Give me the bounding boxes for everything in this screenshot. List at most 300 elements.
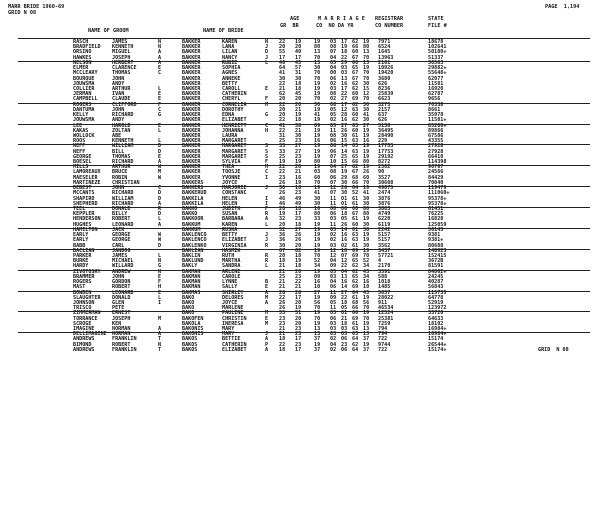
marriage-county: 19 <box>314 143 321 150</box>
bride-surname: BAKKER <box>182 65 201 72</box>
groom-age: 20 <box>279 96 286 103</box>
bride-middle: L <box>265 263 269 270</box>
marriage-county: 70 <box>314 305 321 312</box>
marriage-county: 19 <box>314 232 321 239</box>
registrar-county: 12 <box>363 91 370 98</box>
marriage-year: 61 <box>352 200 359 207</box>
groom-age: 20 <box>279 112 286 119</box>
bride-middle: L <box>265 221 269 228</box>
marriage-month: 07 <box>330 190 337 197</box>
marriage-year: 61 <box>352 132 359 139</box>
groom-middle: E <box>158 96 162 103</box>
marriage-day: 13 <box>341 75 348 82</box>
state-file-number: 84862+ <box>428 268 447 275</box>
marriage-year: 63 <box>352 106 359 113</box>
marriage-day: 14 <box>341 143 348 150</box>
bride-first: YVONNE <box>222 174 241 181</box>
bride-first: CATHERIN <box>222 91 247 98</box>
group-rule <box>18 144 590 145</box>
bride-surname: BAKKUM <box>182 221 201 228</box>
state-file-number: 148923 <box>428 247 447 254</box>
bride-age: 21 <box>295 284 302 291</box>
marriage-day: 26 <box>341 221 348 228</box>
marriage-year: 61 <box>352 320 359 327</box>
marriage-month: 07 <box>330 49 337 56</box>
registrar-county: 19 <box>363 310 370 317</box>
marriage-month: 05 <box>330 310 337 317</box>
marriage-year: 63 <box>352 331 359 338</box>
registrar-number: 4 <box>378 258 382 265</box>
registrar-number: 25381 <box>378 315 394 322</box>
registrar-county: 13 <box>363 326 370 333</box>
bride-first: THEA <box>222 164 235 171</box>
bride-age: 20 <box>295 101 302 108</box>
groom-age: 21 <box>279 279 286 286</box>
bride-surname: BAKKER <box>182 132 201 139</box>
marriage-day: 12 <box>341 258 348 265</box>
groom-age: 30 <box>279 242 286 249</box>
registrar-number: 6119 <box>378 221 391 228</box>
state-file-number: 27928 <box>428 148 444 155</box>
groom-first: RICHARD <box>112 159 134 166</box>
groom-first: JOSEPH <box>112 315 131 322</box>
bride-first: SALLY <box>222 284 238 291</box>
bride-age: 19 <box>295 159 302 166</box>
registrar-number: 1645 <box>378 49 391 56</box>
state-file-number: 18678 <box>428 39 444 45</box>
marriage-month: 06 <box>330 315 337 322</box>
bride-middle: I <box>265 195 269 202</box>
marriage-county: 19 <box>314 341 321 348</box>
marriage-year: 66 <box>352 159 359 166</box>
bride-age: 45 <box>295 91 302 98</box>
groom-surname: ROGERS <box>73 279 92 286</box>
marriage-county: 19 <box>314 106 321 113</box>
groom-age: 22 <box>279 101 286 108</box>
groom-first: ROBERT <box>112 341 131 348</box>
bride-age: 49 <box>295 200 302 207</box>
bride-middle: S <box>265 153 269 160</box>
bride-first: MARGARET <box>222 143 247 150</box>
groom-age: 23 <box>279 315 286 322</box>
state-file-number: 119479 <box>428 185 447 192</box>
groom-middle: A <box>158 59 162 66</box>
registrar-number: 5157 <box>378 232 391 239</box>
bride-first: JOHANNA <box>222 127 244 134</box>
bride-age: 20 <box>295 320 302 327</box>
bride-first: JOYCE <box>222 179 238 186</box>
marriage-day: 06 <box>341 206 348 212</box>
bride-first: ELIZABET <box>222 117 247 124</box>
groom-surname: KELLY <box>73 112 89 119</box>
state-file-number: 152415 <box>428 252 447 259</box>
groom-age: 22 <box>279 341 286 348</box>
registrar-county: 70 <box>363 75 370 82</box>
marriage-county: 19 <box>314 310 321 317</box>
registrar-county: 19 <box>363 247 370 254</box>
bride-first: MARY <box>222 326 235 333</box>
groom-first: JOSEPH <box>112 54 131 61</box>
bride-age: 18 <box>295 117 302 124</box>
bride-middle: C <box>265 122 269 129</box>
col-age-header: AGE <box>290 16 300 22</box>
registrar-number: 28490 <box>378 132 394 139</box>
bride-surname: BAKKERS <box>182 185 204 192</box>
groom-surname: DANTUMA <box>73 106 95 113</box>
registrar-number: 3876 <box>378 195 391 202</box>
state-file-number: 11581+ <box>428 117 447 124</box>
groom-middle: L <box>158 294 162 301</box>
bride-middle: J <box>265 331 269 338</box>
state-file-number: 15174+ <box>428 346 447 353</box>
marriage-day: 01 <box>341 310 348 317</box>
registrar-county: 19 <box>363 216 370 223</box>
marriage-month: 03 <box>330 331 337 338</box>
marriage-year: 62 <box>352 39 359 45</box>
bride-age: 27 <box>295 148 302 155</box>
marriage-county: 30 <box>314 65 321 72</box>
registrar-number: 3883 <box>378 206 391 212</box>
marriage-year: 52 <box>352 190 359 197</box>
marriage-county: 41 <box>314 112 321 119</box>
group-rule <box>18 228 590 229</box>
bride-first: RUSKA <box>222 226 238 233</box>
registrar-number: 5157 <box>378 237 391 244</box>
groom-age: 21 <box>279 85 286 92</box>
registrar-county: 43 <box>363 268 370 275</box>
col-registrar-header: REGISTRAR <box>375 16 404 22</box>
bride-first: SOPHIA <box>222 65 241 72</box>
registrar-number: 1485 <box>378 284 391 291</box>
marriage-county: 19 <box>314 185 321 192</box>
groom-surname: DELLIMAGINE <box>73 331 107 338</box>
bride-first: NANCY <box>222 54 238 61</box>
bride-first: LANA <box>222 44 235 51</box>
groom-age: 64 <box>279 65 286 72</box>
bride-age: 30 <box>295 75 302 82</box>
bride-surname: BAKKER <box>182 122 201 129</box>
groom-age: 18 <box>279 336 286 343</box>
marriage-month: 10 <box>330 159 337 166</box>
registrar-number: 28022 <box>378 294 394 301</box>
groom-age: 22 <box>279 127 286 134</box>
bride-surname: BAKMAS <box>182 289 201 296</box>
state-file-number: 70338 <box>428 101 444 108</box>
groom-first: BILLY <box>112 211 128 218</box>
bride-middle: A <box>265 289 269 296</box>
groom-middle: E <box>158 273 162 280</box>
marriage-year: 67 <box>352 211 359 218</box>
groom-middle: L <box>158 252 162 259</box>
bride-middle: M <box>265 294 269 301</box>
groom-surname: JOHNSON <box>73 299 95 306</box>
marriage-day: 04 <box>341 268 348 275</box>
state-file-number: 56843 <box>428 284 444 291</box>
groom-age: 36 <box>279 232 286 239</box>
marriage-day: 18 <box>341 299 348 306</box>
registrar-number: 17753 <box>378 143 394 150</box>
groom-surname: HENDERSON <box>73 216 101 223</box>
marriage-month: 03 <box>330 273 337 280</box>
groom-surname: BIMOND <box>73 341 92 348</box>
state-file-number: 35978 <box>428 112 444 119</box>
bride-surname: BAKO <box>182 305 195 312</box>
marriage-county: 19 <box>314 148 321 155</box>
state-file-number: 24566 <box>428 169 444 176</box>
groom-first: GLEN <box>112 299 125 306</box>
registrar-number: 29192 <box>378 153 394 160</box>
groom-first: FRANKLIN <box>112 346 137 353</box>
groom-first: MICHAEL <box>112 258 134 265</box>
marriage-day: 16 <box>341 279 348 286</box>
marriage-month: 06 <box>330 138 337 145</box>
marriage-month: 02 <box>330 336 337 343</box>
marriage-year: 67 <box>352 54 359 61</box>
marriage-month: 05 <box>330 226 337 233</box>
groom-surname: TORRANCE <box>73 315 98 322</box>
bride-middle: A <box>265 216 269 223</box>
registrar-number: 46534 <box>378 305 394 312</box>
marriage-day: 02 <box>341 242 348 249</box>
marriage-year: 68 <box>352 299 359 306</box>
state-file-number: 15174 <box>428 336 444 343</box>
groom-first: FRANKLIN <box>112 336 137 343</box>
marriage-county: 34 <box>314 263 321 270</box>
marriage-day: 21 <box>341 315 348 322</box>
marriage-year: 67 <box>352 70 359 77</box>
bride-age: 17 <box>295 346 302 353</box>
bride-age: 17 <box>295 294 302 301</box>
marriage-year: 61 <box>352 226 359 233</box>
marriage-year: 62 <box>352 85 359 92</box>
groom-age: 33 <box>279 148 286 155</box>
bride-age: 20 <box>295 268 302 275</box>
marriage-day: 18 <box>341 320 348 327</box>
bride-surname: BAKLENKO <box>182 242 207 249</box>
groom-middle: C <box>158 185 162 192</box>
registrar-number: 7259 <box>378 320 391 327</box>
groom-first: CLIFFORD <box>112 101 137 108</box>
bride-age: 22 <box>295 279 302 286</box>
groom-first: BRUCE <box>112 169 128 176</box>
marriage-month: 02 <box>330 346 337 353</box>
registrar-number: 2157 <box>378 106 391 113</box>
marriage-day: 27 <box>341 122 348 129</box>
groom-middle: D <box>158 190 162 197</box>
groom-age: 55 <box>279 310 286 317</box>
groom-surname: BRADFIELD <box>73 44 101 51</box>
marriage-county: 10 <box>314 284 321 291</box>
bride-first: CORNELIA <box>222 101 247 108</box>
marriage-month: 04 <box>330 279 337 286</box>
groom-age: 19 <box>279 211 286 218</box>
state-file-number: 43355 <box>428 138 444 145</box>
groom-surname: EARLY <box>73 237 89 244</box>
marriage-day: 14 <box>341 226 348 233</box>
bride-surname: BAKONIS <box>182 331 204 338</box>
registrar-county: 80 <box>363 159 370 166</box>
bride-first: ELIZABET <box>222 237 247 244</box>
registrar-county: 16 <box>363 279 370 286</box>
state-file-number: 115735 <box>428 289 447 296</box>
groom-surname: MILLS <box>73 164 89 171</box>
marriage-month: 11 <box>330 195 337 202</box>
marriage-month: 12 <box>330 252 337 259</box>
groom-first: HERBERT <box>112 59 134 66</box>
registrar-county: 70 <box>363 70 370 77</box>
marriage-day: 22 <box>341 294 348 301</box>
grid-label: GRID N 08 <box>8 10 37 16</box>
marriage-year: 62 <box>352 164 359 171</box>
bride-first: JOYCE <box>222 299 238 306</box>
groom-surname: KEPPLER <box>73 211 95 218</box>
registrar-county: 15 <box>363 85 370 92</box>
bride-middle: S <box>265 148 269 155</box>
bride-first: MARTHA <box>222 258 241 265</box>
marriage-county: 19 <box>314 242 321 249</box>
groom-first: JACK <box>112 226 125 233</box>
groom-surname: BABB <box>73 242 86 249</box>
bride-surname: BAKKER <box>182 174 201 181</box>
marriage-day: 30 <box>341 190 348 197</box>
groom-first: GORDON <box>112 279 131 286</box>
bride-first: LYNNE <box>222 279 238 286</box>
record-rows <box>0 40 600 353</box>
groom-middle: H <box>158 284 162 291</box>
registrar-county: 80 <box>363 206 370 212</box>
groom-middle: R <box>158 206 162 212</box>
groom-first: CHRISTIAN <box>112 179 140 186</box>
marriage-county: 41 <box>314 190 321 197</box>
bride-surname: BAKLENCO <box>182 232 207 239</box>
registrar-county: 19 <box>363 341 370 348</box>
bride-middle: J <box>265 54 269 61</box>
state-file-number: 114398 <box>428 159 447 166</box>
marriage-day: 27 <box>341 164 348 171</box>
groom-middle: N <box>158 44 162 51</box>
registrar-county: 34 <box>363 273 370 280</box>
registrar-number: 13963 <box>378 54 394 61</box>
groom-surname: NEFF <box>73 143 86 150</box>
bride-surname: BAKKER <box>182 138 201 145</box>
groom-middle: A <box>158 326 162 333</box>
groom-middle: E <box>158 122 162 129</box>
bride-surname: BAKKER <box>182 117 201 124</box>
groom-first: CARL <box>112 242 125 249</box>
groom-first: RICHARD <box>112 200 134 207</box>
marriage-month: 06 <box>330 174 337 181</box>
marriage-month: 05 <box>330 106 337 113</box>
groom-surname: JOUWSMA <box>73 80 95 87</box>
groom-age: 22 <box>279 169 286 176</box>
bride-age: 20 <box>295 242 302 249</box>
marriage-county: 16 <box>314 279 321 286</box>
marriage-year: 60 <box>352 127 359 134</box>
bride-surname: BAKKER <box>182 59 201 66</box>
bride-first: MARGARET <box>222 153 247 160</box>
bride-surname: BAKKO <box>182 211 198 218</box>
state-file-number: 76225 <box>428 211 444 218</box>
registrar-county: 16 <box>363 138 370 145</box>
groom-surname: HAMILTON <box>73 226 98 233</box>
marriage-month: 08 <box>330 132 337 139</box>
bride-surname: BAKKER <box>182 153 201 160</box>
registrar-number: 10926 <box>378 65 394 72</box>
groom-first: LEONARD <box>112 221 134 228</box>
groom-age: 36 <box>279 237 286 244</box>
marriage-year: 62 <box>352 101 359 108</box>
grid-stamp: GRID N 08 <box>538 346 569 353</box>
bride-middle: L <box>265 59 269 66</box>
groom-first: JANDOG <box>112 247 131 254</box>
bride-first: KAREN <box>222 221 238 228</box>
groom-surname: CAMPBELL <box>73 96 98 103</box>
bride-surname: BAKKER <box>182 54 201 61</box>
bride-age: 21 <box>295 106 302 113</box>
groom-middle: E <box>158 153 162 160</box>
bride-surname: BAKKER <box>182 39 201 45</box>
marriage-county: 19 <box>314 247 321 254</box>
bride-middle: E <box>265 315 269 322</box>
groom-middle: A <box>158 331 162 338</box>
bride-surname: BAKKER <box>182 143 201 150</box>
marriage-county: 30 <box>314 195 321 202</box>
bride-middle: F <box>265 159 269 166</box>
groom-first: MIGUEL <box>112 49 131 56</box>
bride-surname: BAKO <box>182 299 195 306</box>
groom-middle: T <box>158 336 162 343</box>
groom-age: 31 <box>279 132 286 139</box>
header-rule <box>18 38 590 39</box>
bride-age: 23 <box>295 216 302 223</box>
marriage-county: 52 <box>314 258 321 265</box>
state-file-number: 64778 <box>428 294 444 301</box>
bride-age: 20 <box>295 164 302 171</box>
marriage-month: 03 <box>330 216 337 223</box>
groom-age: 26 <box>279 289 286 296</box>
groom-surname: LAMOREAUX <box>73 169 101 176</box>
marriage-county: 70 <box>314 252 321 259</box>
groom-middle: M <box>158 315 162 322</box>
bride-first: BARBARA <box>222 216 244 223</box>
record-row <box>0 348 600 353</box>
marriage-month: 04 <box>330 65 337 72</box>
bride-age: 18 <box>295 252 302 259</box>
groom-surname: NEFF <box>73 148 86 155</box>
marriage-year: 62 <box>352 117 359 124</box>
marriage-year: 60 <box>352 49 359 56</box>
registrar-number: 5037 <box>378 289 391 296</box>
bride-first: SUSAN <box>222 211 238 218</box>
registrar-county: 13 <box>363 331 370 338</box>
registrar-number: 6220 <box>378 216 391 223</box>
marriage-year: 63 <box>352 122 359 129</box>
marriage-month: 05 <box>330 112 337 119</box>
state-file-number: 70040 <box>428 179 444 186</box>
groom-surname: MCCLEARY <box>73 70 98 77</box>
bride-middle: A <box>265 336 269 343</box>
groom-surname: ELMER <box>73 65 89 72</box>
bride-age: 26 <box>295 237 302 244</box>
registrar-county: 30 <box>363 101 370 108</box>
marriage-year: 61 <box>352 242 359 249</box>
groom-middle: A <box>158 54 162 61</box>
bride-first: BETTY <box>222 80 238 87</box>
registrar-number: 17753 <box>378 148 394 155</box>
marriage-year: 69 <box>352 96 359 103</box>
groom-first: WILLARD <box>112 263 134 270</box>
groom-middle: W <box>158 237 162 244</box>
